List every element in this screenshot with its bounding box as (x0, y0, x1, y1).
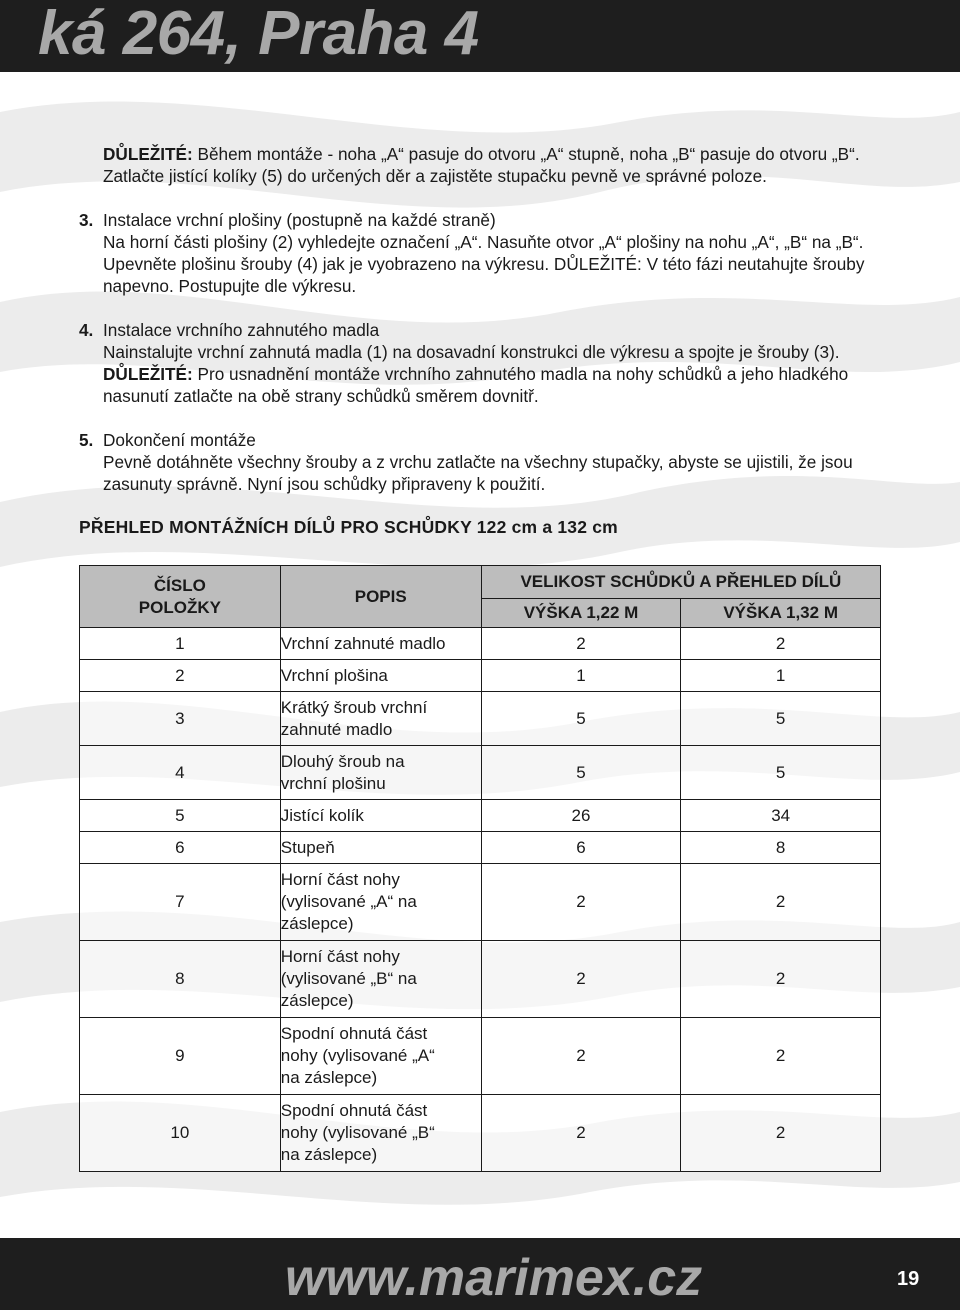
important-text: Během montáže - noha „A“ pasuje do otvoru „A“ stupně, noha „B“ pasuje do otvoru „B“. Zatlačte jistící kolíky (5) do určených děr a zajistěte stupačku pevně ve správné poloze. (103, 144, 860, 186)
table-row (80, 800, 881, 832)
step-3 (79, 209, 894, 297)
cell-height-2: 5 (681, 692, 881, 746)
cell-number: 5 (80, 800, 281, 832)
step-text: Pevně dotáhněte všechny šrouby a z vrchu zatlačte na všechny stupačky, abyste se ujistili, že jsou zasunuty správně. Nyní jsou schůdky připraveny k použití. (103, 452, 853, 494)
header-title: ká 264, Praha 4 (38, 0, 479, 68)
cell-number: 1 (80, 628, 281, 660)
cell-number: 9 (80, 1018, 281, 1095)
table-row (80, 1095, 881, 1172)
cell-height-1: 2 (481, 941, 681, 1018)
page-header (0, 0, 960, 72)
cell-height-1: 2 (481, 628, 681, 660)
header-description: POPIS (280, 566, 481, 628)
step-title: Dokončení montáže (103, 430, 256, 450)
header-item-number: ČÍSLO POLOŽKY (80, 566, 281, 628)
cell-number: 8 (80, 941, 281, 1018)
cell-number: 10 (80, 1095, 281, 1172)
cell-height-2: 34 (681, 800, 881, 832)
step-text: Na horní části plošiny (2) vyhledejte označení „A“. Nasuňte otvor „A“ plošiny na nohu „A“, „B“ na „B“. Upevněte plošinu šrouby (4) jak je vyobrazeno na výkresu. DŮLEŽITÉ: V této fázi neutahujte šrouby napevno. Postupujte dle výkresu. (103, 232, 865, 296)
cell-number: 2 (80, 660, 281, 692)
cell-description: Krátký šroub vrchní zahnuté madlo (280, 692, 481, 746)
cell-description: Vrchní plošina (280, 660, 481, 692)
table-row (80, 941, 881, 1018)
header-size-group: VELIKOST SCHŮDKŮ A PŘEHLED DÍLŮ (481, 566, 880, 599)
table-row (80, 1018, 881, 1095)
cell-description: Dlouhý šroub na vrchní plošinu (280, 746, 481, 800)
header-height-2: VÝŠKA 1,32 M (681, 599, 881, 628)
cell-height-2: 2 (681, 628, 881, 660)
step-title: Instalace vrchního zahnutého madla (103, 320, 380, 340)
cell-height-2: 2 (681, 941, 881, 1018)
important-label: DŮLEŽITÉ: (103, 364, 193, 384)
cell-number: 3 (80, 692, 281, 746)
header-height-1: VÝŠKA 1,22 M (481, 599, 681, 628)
cell-height-1: 2 (481, 864, 681, 941)
page-number: 19 (897, 1268, 920, 1290)
cell-height-1: 1 (481, 660, 681, 692)
table-row (80, 832, 881, 864)
cell-height-1: 2 (481, 1018, 681, 1095)
cell-height-2: 2 (681, 864, 881, 941)
page-footer (0, 1238, 960, 1310)
table-row (80, 660, 881, 692)
table-row (80, 692, 881, 746)
cell-number: 4 (80, 746, 281, 800)
cell-height-1: 6 (481, 832, 681, 864)
step-title: Instalace vrchní plošiny (postupně na každé straně) (103, 210, 496, 230)
step-5 (79, 429, 894, 495)
cell-height-1: 5 (481, 692, 681, 746)
cell-description: Vrchní zahnuté madlo (280, 628, 481, 660)
important-note-2 (79, 363, 894, 407)
cell-number: 6 (80, 832, 281, 864)
important-text: Pro usnadnění montáže vrchního zahnutého madla na nohy schůdků a jeho hladkého nasunutí zatlačte na obě strany schůdků směrem dovnitř. (103, 364, 849, 406)
cell-height-1: 2 (481, 1095, 681, 1172)
cell-description: Jistící kolík (280, 800, 481, 832)
cell-description: Spodní ohnutá část nohy (vylisované „B“ na záslepce) (280, 1095, 481, 1172)
cell-description: Horní část nohy (vylisované „B“ na záslepce) (280, 941, 481, 1018)
cell-number: 7 (80, 864, 281, 941)
cell-height-2: 2 (681, 1018, 881, 1095)
footer-url: www.marimex.cz (285, 1249, 703, 1307)
step-number: 4. (79, 320, 94, 340)
step-number: 3. (79, 210, 94, 230)
cell-height-2: 1 (681, 660, 881, 692)
important-label: DŮLEŽITÉ: (103, 144, 193, 164)
cell-description: Spodní ohnutá část nohy (vylisované „A“ na záslepce) (280, 1018, 481, 1095)
step-4 (79, 319, 894, 407)
parts-table (79, 565, 881, 1172)
cell-height-1: 26 (481, 800, 681, 832)
table-row (80, 628, 881, 660)
section-heading: PŘEHLED MONTÁŽNÍCH DÍLŮ PRO SCHŮDKY 122 cm a 132 cm (79, 517, 618, 537)
step-number: 5. (79, 430, 94, 450)
cell-height-1: 5 (481, 746, 681, 800)
step-text: Nainstalujte vrchní zahnutá madla (1) na dosavadní konstrukci dle výkresu a spojte je šrouby (3). (103, 342, 840, 362)
cell-height-2: 5 (681, 746, 881, 800)
cell-height-2: 2 (681, 1095, 881, 1172)
cell-height-2: 8 (681, 832, 881, 864)
important-note-1 (103, 143, 893, 187)
cell-description: Stupeň (280, 832, 481, 864)
cell-description: Horní část nohy (vylisované „A“ na záslepce) (280, 864, 481, 941)
table-row (80, 864, 881, 941)
table-row (80, 746, 881, 800)
